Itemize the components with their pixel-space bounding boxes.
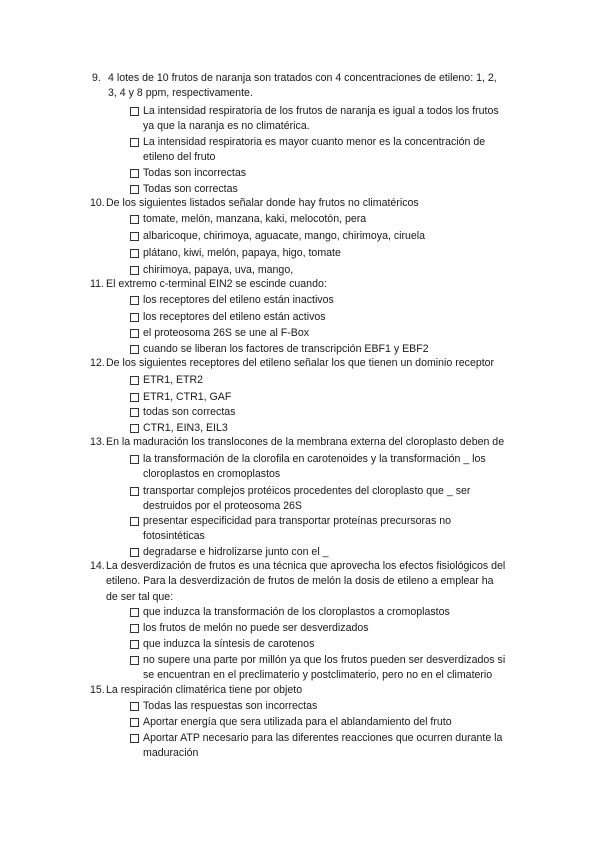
question-text: etileno. Para la desverdización de frutos de melón la dosis de etileno a emplear ha xyxy=(106,575,494,588)
answer-option-text: destruidos por el proteosoma 26S xyxy=(143,500,302,513)
answer-checkbox[interactable] xyxy=(130,718,139,727)
answer-option-text: plátano, kiwi, melón, papaya, higo, tomate xyxy=(143,247,341,259)
answer-checkbox[interactable] xyxy=(130,215,139,224)
answer-option-text: la transformación de la clorofila en carotenoides y la transformación _ los xyxy=(143,453,486,465)
question-number: 11. xyxy=(90,278,104,290)
answer-option-text: todas son correctas xyxy=(143,406,236,418)
answer-option-text: ya que la naranja es no climatérica. xyxy=(143,120,310,133)
answer-option-text: que induzca la síntesis de carotenos xyxy=(143,638,315,650)
answer-checkbox[interactable] xyxy=(130,232,139,241)
answer-option-text: maduración xyxy=(143,747,199,760)
answer-option-text: el proteosoma 26S se une al F-Box xyxy=(143,327,310,339)
answer-checkbox[interactable] xyxy=(130,548,139,557)
answer-checkbox[interactable] xyxy=(130,296,139,305)
question-text: 4 lotes de 10 frutos de naranja son tratados con 4 concentraciones de etileno: 1, 2, xyxy=(108,72,497,84)
answer-option-text: presentar especificidad para transportar proteínas precursoras no xyxy=(143,515,451,527)
answer-option-text: degradarse e hidrolizarse junto con el _ xyxy=(143,546,329,558)
question-text: La desverdización de frutos es una técnica que aprovecha los efectos fisiológicos del xyxy=(106,560,506,572)
answer-option-text: ETR1, ETR2 xyxy=(143,374,204,386)
answer-checkbox[interactable] xyxy=(130,313,139,322)
answer-checkbox[interactable] xyxy=(130,376,139,385)
answer-option-text: CTR1, EIN3, EIL3 xyxy=(143,422,228,434)
answer-checkbox[interactable] xyxy=(130,393,139,402)
question-text: 3, 4 y 8 ppm, respectivamente. xyxy=(108,87,253,100)
answer-checkbox[interactable] xyxy=(130,185,139,194)
answer-checkbox[interactable] xyxy=(130,640,139,649)
answer-option-text: Aportar energía que sera utilizada para el ablandamiento del fruto xyxy=(143,716,452,728)
question-text: El extremo c-terminal EIN2 se escinde cuando: xyxy=(106,278,327,290)
answer-checkbox[interactable] xyxy=(130,107,139,116)
question-number: 12. xyxy=(90,357,105,369)
question-number: 14. xyxy=(90,560,105,572)
answer-checkbox[interactable] xyxy=(130,624,139,633)
answer-checkbox[interactable] xyxy=(130,702,139,711)
question-text: En la maduración los translocones de la membrana externa del cloroplasto deben de xyxy=(106,436,505,448)
answer-checkbox[interactable] xyxy=(130,424,139,433)
answer-checkbox[interactable] xyxy=(130,138,139,147)
question-number: 9. xyxy=(92,72,101,84)
answer-option-text: ETR1, CTR1, GAF xyxy=(143,391,232,403)
answer-option-text: los frutos de melón no puede ser desverdizados xyxy=(143,622,369,634)
answer-checkbox[interactable] xyxy=(130,249,139,258)
question-text: de ser tal que: xyxy=(106,590,174,603)
answer-checkbox[interactable] xyxy=(130,734,139,743)
answer-option-text: cloroplastos en cromoplastos xyxy=(143,468,281,481)
question-number: 10. xyxy=(90,197,105,209)
answer-checkbox[interactable] xyxy=(130,169,139,178)
answer-option-text: fotosintéticas xyxy=(143,530,205,543)
question-number: 13. xyxy=(90,436,105,448)
answer-option-text: los receptores del etileno están inactivos xyxy=(143,294,334,306)
answer-option-text: Todas las respuestas son incorrectas xyxy=(143,700,318,712)
answer-option-text: albaricoque, chirimoya, aguacate, mango, chirimoya, ciruela xyxy=(143,230,426,242)
question-text: De los siguientes listados señalar donde hay frutos no climatéricos xyxy=(106,197,419,209)
question-text: La respiración climatérica tiene por objeto xyxy=(106,684,303,696)
answer-option-text: La intensidad respiratoria de los frutos de naranja es igual a todos los frutos xyxy=(143,105,499,117)
answer-option-text: Todas son correctas xyxy=(143,183,238,195)
answer-option-text: no supere una parte por millón ya que los frutos pueden ser desverdizados si xyxy=(143,654,506,666)
question-number: 15. xyxy=(90,684,105,696)
answer-option-text: tomate, melón, manzana, kaki, melocotón, pera xyxy=(143,213,367,225)
answer-checkbox[interactable] xyxy=(130,345,139,354)
answer-option-text: La intensidad respiratoria es mayor cuanto menor es la concentración de xyxy=(143,136,486,148)
answer-option-text: transportar complejos protéicos procedentes del cloroplasto que _ ser xyxy=(143,485,471,497)
answer-option-text: cuando se liberan los factores de transcripción EBF1 y EBF2 xyxy=(143,343,429,355)
answer-checkbox[interactable] xyxy=(130,455,139,464)
answer-option-text: Aportar ATP necesario para las diferentes reacciones que ocurren durante la xyxy=(143,732,503,744)
answer-option-text: chirimoya, papaya, uva, mango, xyxy=(143,264,294,276)
question-text: De los siguientes receptores del etileno señalar los que tienen un dominio receptor xyxy=(106,357,495,369)
answer-checkbox[interactable] xyxy=(130,608,139,617)
answer-option-text: los receptores del etileno están activos xyxy=(143,311,326,323)
answer-checkbox[interactable] xyxy=(130,329,139,338)
answer-checkbox[interactable] xyxy=(130,487,139,496)
answer-option-text: Todas son incorrectas xyxy=(143,167,247,179)
answer-checkbox[interactable] xyxy=(130,656,139,665)
answer-option-text: se encuentran en el preclimaterio y postclimaterio, pero no en el climaterio xyxy=(143,669,493,682)
answer-checkbox[interactable] xyxy=(130,266,139,275)
answer-checkbox[interactable] xyxy=(130,408,139,417)
answer-checkbox[interactable] xyxy=(130,517,139,526)
answer-option-text: etileno del fruto xyxy=(143,151,216,164)
answer-option-text: que induzca la transformación de los cloroplastos a cromoplastos xyxy=(143,606,450,618)
